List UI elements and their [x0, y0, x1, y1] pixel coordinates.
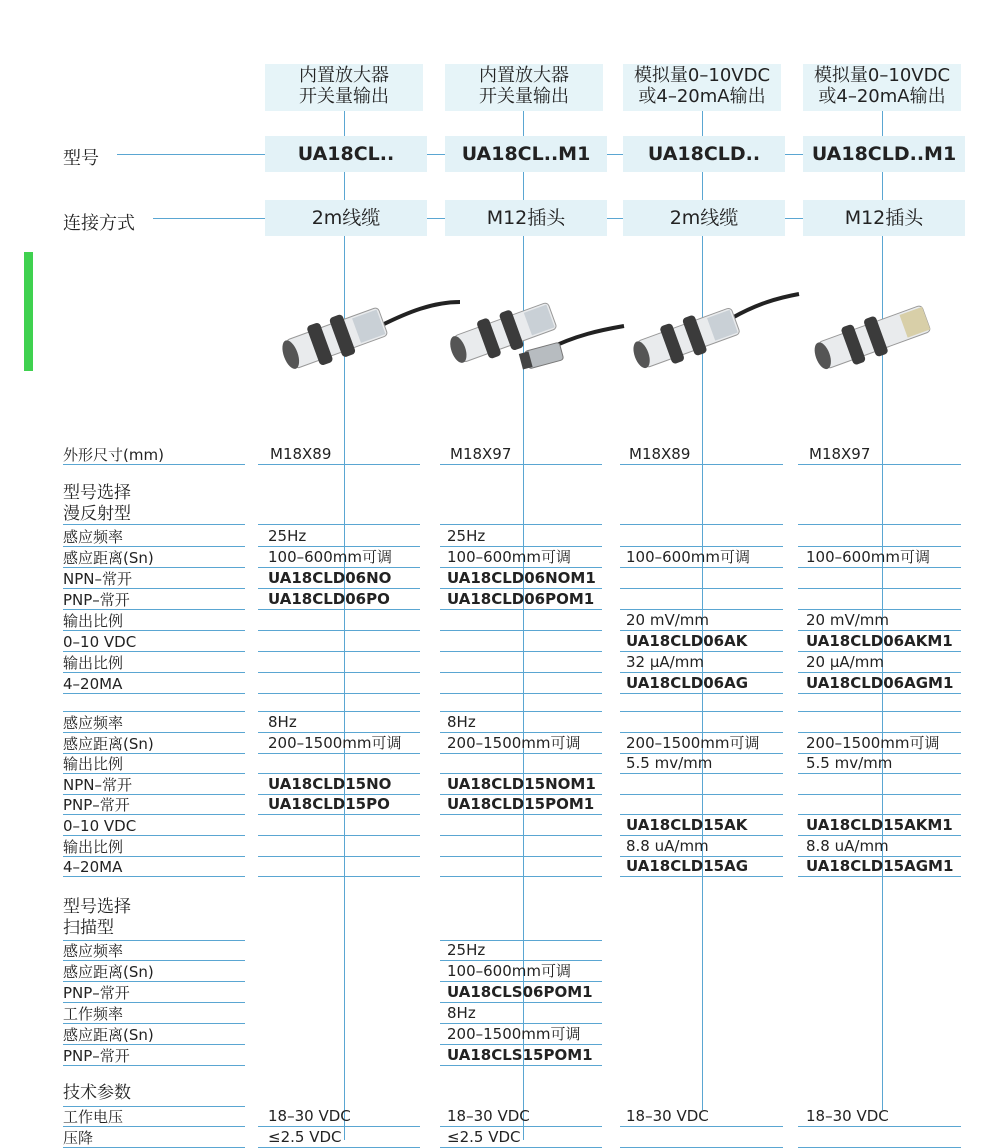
row-label: PNP–常开: [63, 591, 130, 609]
connection-pill-1: 2m线缆: [265, 200, 427, 236]
spec-cell: UA18CLD06NO: [268, 569, 392, 587]
spec-cell: 8Hz: [268, 713, 297, 731]
row-label: PNP–常开: [63, 796, 130, 815]
spec-cell: UA18CLD06NOM1: [447, 569, 596, 587]
spec-cell: UA18CLD15AKM1: [806, 816, 953, 834]
spec-cell: UA18CLS06POM1: [447, 983, 593, 1001]
row-divider: [63, 672, 245, 673]
spec-cell: 18–30 VDC: [626, 1107, 709, 1125]
spec-cell: UA18CLD15NOM1: [447, 774, 596, 793]
row-divider: [258, 693, 420, 694]
column-header-1: [265, 64, 423, 111]
connection-pill-3: 2m线缆: [623, 200, 785, 236]
row-label: NPN–常开: [63, 775, 132, 794]
row-label: 输出比例: [63, 837, 124, 856]
row-divider: [798, 693, 961, 694]
row-label: 感应频率: [63, 942, 124, 960]
spec-cell: 5.5 mv/mm: [806, 754, 893, 773]
size-cell: M18X89: [629, 445, 691, 463]
spec-cell: UA18CLD06AKM1: [806, 632, 953, 650]
spec-cell: 200–1500mm可调: [806, 733, 940, 752]
spec-cell: 8Hz: [447, 713, 476, 731]
model-pill-1: UA18CL..: [265, 136, 427, 172]
row-label: 感应频率: [63, 528, 124, 546]
row-divider: [63, 960, 245, 961]
row-divider: [620, 773, 783, 774]
green-accent-bar: [24, 252, 33, 371]
spec-cell: 20 mV/mm: [806, 611, 890, 629]
row-label: 工作电压: [63, 1108, 124, 1126]
section-title-line: 型号选择: [63, 483, 131, 503]
row-divider: [258, 609, 420, 610]
header-line: 开关量输出: [299, 86, 389, 107]
spec-cell: 100–600mm可调: [268, 548, 392, 566]
row-divider: [63, 630, 245, 631]
row-divider: [63, 981, 245, 982]
spec-cell: 100–600mm可调: [447, 962, 571, 980]
spec-cell: ≤2.5 VDC: [268, 1128, 342, 1146]
row-divider: [798, 567, 961, 568]
row-divider: [63, 1065, 245, 1066]
row-divider: [63, 1002, 245, 1003]
section-title-line: 扫描型: [63, 918, 114, 938]
row-divider: [258, 464, 420, 465]
row-divider: [63, 546, 245, 547]
spec-cell: 200–1500mm可调: [447, 1025, 581, 1043]
connection-pill-2: M12插头: [445, 200, 607, 236]
row-label: 输出比例: [63, 612, 124, 630]
column-connector-line: [344, 111, 345, 1140]
model-pill-2: UA18CL..M1: [445, 136, 607, 172]
row-divider: [63, 693, 245, 694]
size-cell: M18X97: [809, 445, 871, 463]
section-title-diffuse: [63, 483, 131, 525]
spec-cell: 18–30 VDC: [447, 1107, 530, 1125]
section-title-line: 型号选择: [63, 897, 131, 917]
spec-cell: UA18CLD15AGM1: [806, 857, 954, 876]
row-divider: [258, 524, 420, 525]
row-divider: [440, 651, 602, 652]
column-header-3: [623, 64, 781, 111]
spec-cell: 100–600mm可调: [447, 548, 571, 566]
spec-cell: 8.8 uA/mm: [806, 836, 889, 855]
spec-cell: UA18CLD15AG: [626, 857, 749, 876]
spec-cell: 32 μA/mm: [626, 653, 704, 671]
size-cell: M18X89: [270, 445, 332, 463]
row-divider: [798, 524, 961, 525]
row-divider: [620, 1126, 783, 1127]
row-label: PNP–常开: [63, 984, 130, 1002]
spec-cell: UA18CLD06AGM1: [806, 674, 954, 692]
header-line: 内置放大器: [299, 65, 389, 86]
header-line: 或4–20mA输出: [638, 86, 766, 107]
row-divider: [258, 856, 420, 857]
header-line: 开关量输出: [479, 86, 569, 107]
row-divider: [798, 1126, 961, 1127]
section-title-line: 漫反射型: [63, 504, 131, 524]
row-divider: [63, 1126, 245, 1127]
spec-cell: UA18CLD15AK: [626, 816, 748, 834]
spec-cell: UA18CLD06AK: [626, 632, 748, 650]
row-divider: [63, 567, 245, 568]
row-divider: [63, 876, 245, 877]
spec-cell: 100–600mm可调: [626, 548, 750, 566]
row-divider: [258, 651, 420, 652]
row-divider: [440, 814, 602, 815]
sensor-photo-4: [806, 290, 946, 380]
row-divider: [63, 588, 245, 589]
row-divider: [258, 630, 420, 631]
row-divider: [258, 672, 420, 673]
spec-cell: 18–30 VDC: [806, 1107, 889, 1125]
row-label: 4–20MA: [63, 858, 123, 877]
spec-cell: 20 μA/mm: [806, 653, 884, 671]
row-divider: [798, 464, 961, 465]
row-divider: [258, 753, 420, 754]
row-divider: [440, 524, 602, 525]
spec-cell: UA18CLS15POM1: [447, 1046, 593, 1064]
model-pill-4: UA18CLD..M1: [803, 136, 965, 172]
row-divider: [440, 630, 602, 631]
row-divider: [258, 876, 420, 877]
row-divider: [63, 609, 245, 610]
row-label: 压降: [63, 1129, 94, 1147]
row-divider: [620, 524, 783, 525]
row-divider: [258, 814, 420, 815]
header-line: 内置放大器: [479, 65, 569, 86]
spec-cell: 18–30 VDC: [268, 1107, 351, 1125]
size-label: 外形尺寸(mm): [63, 446, 164, 464]
row-divider: [798, 588, 961, 589]
row-divider: [798, 876, 961, 877]
connection-label: 连接方式: [63, 213, 135, 234]
row-divider: [440, 693, 602, 694]
row-divider: [620, 567, 783, 568]
size-cell: M18X97: [450, 445, 512, 463]
spec-cell: 200–1500mm可调: [626, 733, 760, 752]
spec-cell: 25Hz: [447, 941, 486, 959]
row-divider: [620, 588, 783, 589]
sensor-photo-1: [268, 290, 463, 380]
row-divider: [620, 711, 783, 712]
row-divider: [620, 794, 783, 795]
row-divider: [440, 876, 602, 877]
row-divider: [620, 464, 783, 465]
spec-cell: UA18CLD06PO: [268, 590, 390, 608]
row-label: 感应距离(Sn): [63, 1026, 154, 1044]
connection-pill-4: M12插头: [803, 200, 965, 236]
spec-cell: 5.5 mv/mm: [626, 754, 713, 773]
header-line: 或4–20mA输出: [818, 86, 946, 107]
spec-cell: 20 mV/mm: [626, 611, 710, 629]
row-divider: [798, 773, 961, 774]
row-divider: [63, 1023, 245, 1024]
row-divider: [63, 524, 245, 525]
row-label: PNP–常开: [63, 1047, 130, 1065]
spec-cell: 200–1500mm可调: [268, 733, 402, 752]
row-label: 工作频率: [63, 1005, 124, 1023]
row-label: 4–20MA: [63, 675, 123, 693]
row-label: 感应距离(Sn): [63, 549, 154, 567]
model-pill-3: UA18CLD..: [623, 136, 785, 172]
row-divider: [440, 753, 602, 754]
sensor-photo-3: [627, 290, 802, 380]
model-label: 型号: [63, 148, 99, 169]
spec-cell: UA18CLD15PO: [268, 795, 390, 814]
section-title-scan: [63, 897, 131, 939]
row-label: 0–10 VDC: [63, 633, 137, 651]
row-divider: [620, 876, 783, 877]
row-divider: [440, 609, 602, 610]
row-label: 输出比例: [63, 755, 124, 774]
row-label: NPN–常开: [63, 570, 132, 588]
spec-cell: UA18CLD06POM1: [447, 590, 595, 608]
spec-cell: 8Hz: [447, 1004, 476, 1022]
row-divider: [798, 711, 961, 712]
row-divider: [63, 711, 245, 712]
row-divider: [440, 835, 602, 836]
spec-cell: 8.8 uA/mm: [626, 836, 709, 855]
spec-cell: 100–600mm可调: [806, 548, 930, 566]
row-divider: [798, 794, 961, 795]
row-divider: [63, 1044, 245, 1045]
row-label: 感应频率: [63, 714, 124, 732]
sensor-photo-2: [446, 290, 626, 380]
row-divider: [440, 856, 602, 857]
row-label: 输出比例: [63, 654, 124, 672]
column-header-2: [445, 64, 603, 111]
column-header-4: [803, 64, 961, 111]
header-line: 模拟量0–10VDC: [813, 65, 951, 86]
row-divider: [63, 464, 245, 465]
row-label: 感应距离(Sn): [63, 734, 154, 753]
header-line: 模拟量0–10VDC: [633, 65, 771, 86]
row-label: 0–10 VDC: [63, 817, 137, 835]
row-divider: [440, 1065, 602, 1066]
spec-cell: 25Hz: [268, 527, 307, 545]
row-divider: [440, 464, 602, 465]
spec-cell: 200–1500mm可调: [447, 733, 581, 752]
spec-cell: 25Hz: [447, 527, 486, 545]
row-divider: [258, 835, 420, 836]
row-divider: [63, 651, 245, 652]
spec-cell: ≤2.5 VDC: [447, 1128, 521, 1146]
spec-cell: UA18CLD15POM1: [447, 795, 595, 814]
section-title-tech: 技术参数: [63, 1083, 131, 1103]
spec-cell: UA18CLD06AG: [626, 674, 749, 692]
row-label: 感应距离(Sn): [63, 963, 154, 981]
row-divider: [620, 693, 783, 694]
row-divider: [440, 672, 602, 673]
spec-cell: UA18CLD15NO: [268, 774, 392, 793]
